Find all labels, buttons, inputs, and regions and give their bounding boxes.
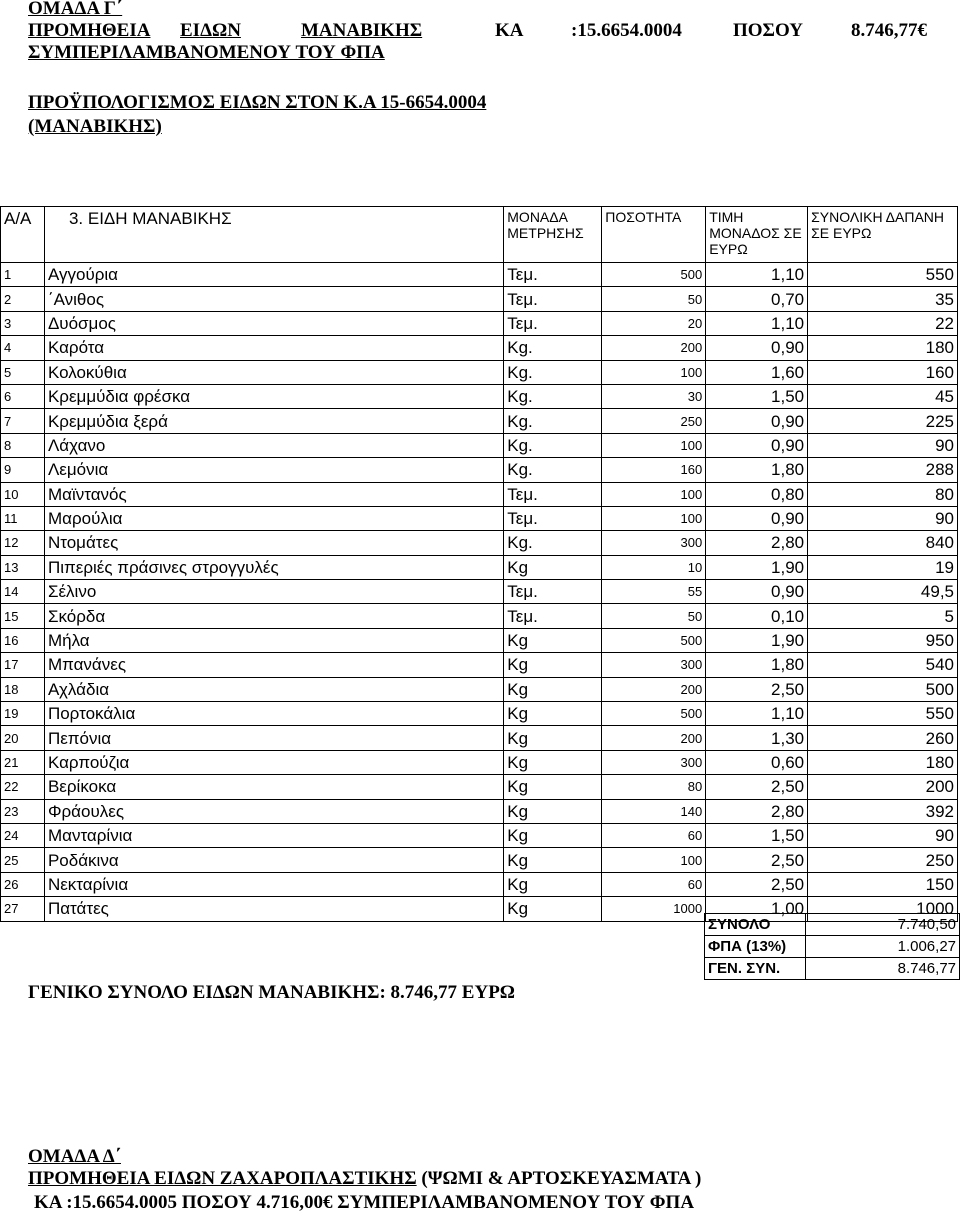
quantity-cell: 140 — [602, 799, 706, 823]
row-number: 4 — [1, 336, 45, 360]
item-name: Δυόσμος — [44, 311, 503, 335]
price-cell: 0,90 — [706, 433, 808, 457]
row-number: 13 — [1, 555, 45, 579]
table-row — [1, 287, 958, 311]
unit-cell: Τεμ. — [504, 604, 602, 628]
price-cell: 0,90 — [706, 506, 808, 530]
unit-cell: Kg — [504, 848, 602, 872]
table-row — [1, 360, 958, 384]
col-header-item: 3. ΕΙΔΗ ΜΑΝΑΒΙΚΗΣ — [44, 207, 503, 263]
price-cell: 2,50 — [706, 848, 808, 872]
total-cell: 200 — [808, 775, 958, 799]
unit-cell: Kg. — [504, 336, 602, 360]
procurement-word: 8.746,77€ — [851, 20, 927, 41]
item-name: Καρπούζια — [44, 750, 503, 774]
footer-procurement-title: ΠΡΟΜΗΘΕΙΑ ΕΙΔΩΝ ΖΑΧΑΡΟΠΛΑΣΤΙΚΗΣ — [28, 1168, 417, 1189]
table-row — [1, 531, 958, 555]
footer-procurement-line — [28, 1168, 701, 1190]
quantity-cell: 500 — [602, 628, 706, 652]
unit-cell: Kg — [504, 823, 602, 847]
row-number: 21 — [1, 750, 45, 774]
row-number: 10 — [1, 482, 45, 506]
unit-cell: Kg — [504, 628, 602, 652]
row-number: 25 — [1, 848, 45, 872]
quantity-cell: 500 — [602, 702, 706, 726]
price-cell: 0,10 — [706, 604, 808, 628]
unit-cell: Τεμ. — [504, 287, 602, 311]
total-cell: 160 — [808, 360, 958, 384]
row-number: 6 — [1, 384, 45, 408]
item-name: Βερίκοκα — [44, 775, 503, 799]
totals-label: ΓΕΝ. ΣΥΝ. — [705, 958, 806, 980]
unit-cell: Τεμ. — [504, 580, 602, 604]
price-cell: 0,90 — [706, 409, 808, 433]
group-title: ΟΜΑΔΑ Γ΄ — [28, 0, 123, 19]
item-name: Κρεμμύδια φρέσκα — [44, 384, 503, 408]
unit-cell: Kg — [504, 750, 602, 774]
unit-cell: Τεμ. — [504, 311, 602, 335]
procurement-word: ΠΡΟΜΗΘΕΙΑ — [28, 20, 151, 41]
row-number: 23 — [1, 799, 45, 823]
totals-value: 1.006,27 — [805, 936, 959, 958]
unit-cell: Kg — [504, 677, 602, 701]
unit-cell: Kg. — [504, 531, 602, 555]
row-number: 26 — [1, 872, 45, 896]
total-cell: 180 — [808, 336, 958, 360]
table-row — [1, 775, 958, 799]
quantity-cell: 200 — [602, 677, 706, 701]
row-number: 12 — [1, 531, 45, 555]
total-cell: 950 — [808, 628, 958, 652]
footer-amount-line: ΚΑ :15.6654.0005 ΠΟΣΟΥ 4.716,00€ ΣΥΜΠΕΡΙΛΑΜΒΑΝΟΜΕΝΟΥ ΤΟΥ ΦΠΑ — [34, 1192, 695, 1213]
unit-cell: Kg — [504, 653, 602, 677]
col-header-no: Α/Α — [1, 207, 45, 263]
unit-cell: Kg. — [504, 360, 602, 384]
total-cell: 392 — [808, 799, 958, 823]
price-cell: 1,50 — [706, 823, 808, 847]
item-name: Μαρούλια — [44, 506, 503, 530]
price-cell: 1,10 — [706, 702, 808, 726]
total-cell: 80 — [808, 482, 958, 506]
unit-cell: Kg — [504, 872, 602, 896]
col-header-total: ΣΥΝΟΛΙΚΗ ΔΑΠΑΝΗ ΣΕ ΕΥΡΩ — [808, 207, 958, 263]
table-row — [1, 336, 958, 360]
price-cell: 2,80 — [706, 799, 808, 823]
table-row — [1, 263, 958, 287]
total-cell: 840 — [808, 531, 958, 555]
price-cell: 2,50 — [706, 775, 808, 799]
grand-total-line: ΓΕΝΙΚΟ ΣΥΝΟΛΟ ΕΙΔΩΝ ΜΑΝΑΒΙΚΗΣ: 8.746,77 ΕΥΡΩ — [28, 982, 516, 1003]
total-cell: 90 — [808, 823, 958, 847]
row-number: 15 — [1, 604, 45, 628]
item-name: Σέλινο — [44, 580, 503, 604]
price-cell: 1,50 — [706, 384, 808, 408]
row-number: 7 — [1, 409, 45, 433]
unit-cell: Kg — [504, 799, 602, 823]
unit-cell: Kg. — [504, 433, 602, 457]
procurement-word: ΜΑΝΑΒΙΚΗΣ — [301, 20, 423, 41]
item-name: Μανταρίνια — [44, 823, 503, 847]
table-row — [1, 458, 958, 482]
totals-row — [705, 958, 960, 980]
unit-cell: Kg. — [504, 458, 602, 482]
totals-row — [705, 914, 960, 936]
row-number: 24 — [1, 823, 45, 847]
quantity-cell: 300 — [602, 531, 706, 555]
price-cell: 0,70 — [706, 287, 808, 311]
total-cell: 225 — [808, 409, 958, 433]
quantity-cell: 60 — [602, 823, 706, 847]
item-name: Πατάτες — [44, 897, 503, 921]
totals-value: 8.746,77 — [805, 958, 959, 980]
item-name: Πορτοκάλια — [44, 702, 503, 726]
item-name: Νεκταρίνια — [44, 872, 503, 896]
total-cell: 35 — [808, 287, 958, 311]
price-cell: 0,80 — [706, 482, 808, 506]
item-name: Καρότα — [44, 336, 503, 360]
totals-label: ΦΠΑ (13%) — [705, 936, 806, 958]
row-number: 19 — [1, 702, 45, 726]
unit-cell: Kg — [504, 702, 602, 726]
item-name: Μήλα — [44, 628, 503, 652]
quantity-cell: 50 — [602, 287, 706, 311]
total-cell: 550 — [808, 702, 958, 726]
quantity-cell: 300 — [602, 653, 706, 677]
unit-cell: Τεμ. — [504, 263, 602, 287]
price-cell: 1,90 — [706, 628, 808, 652]
item-name: Λεμόνια — [44, 458, 503, 482]
total-cell: 1000 — [808, 897, 958, 921]
totals-label: ΣΥΝΟΛΟ — [705, 914, 806, 936]
item-name: Ντομάτες — [44, 531, 503, 555]
row-number: 8 — [1, 433, 45, 457]
total-cell: 49,5 — [808, 580, 958, 604]
quantity-cell: 300 — [602, 750, 706, 774]
procurement-word: ΚΑ — [495, 20, 524, 41]
row-number: 17 — [1, 653, 45, 677]
unit-cell: Kg — [504, 775, 602, 799]
table-header-row — [1, 207, 958, 263]
item-name: Αγγούρια — [44, 263, 503, 287]
quantity-cell: 10 — [602, 555, 706, 579]
total-cell: 250 — [808, 848, 958, 872]
table-row — [1, 604, 958, 628]
table-row — [1, 555, 958, 579]
table-row — [1, 384, 958, 408]
price-cell: 0,60 — [706, 750, 808, 774]
item-name: Μαϊντανός — [44, 482, 503, 506]
quantity-cell: 100 — [602, 360, 706, 384]
quantity-cell: 80 — [602, 775, 706, 799]
total-cell: 550 — [808, 263, 958, 287]
price-cell: 2,80 — [706, 531, 808, 555]
total-cell: 180 — [808, 750, 958, 774]
totals-table — [704, 913, 960, 980]
total-cell: 5 — [808, 604, 958, 628]
row-number: 9 — [1, 458, 45, 482]
quantity-cell: 50 — [602, 604, 706, 628]
col-header-unit: ΜΟΝΑΔΑ ΜΕΤΡΗΣΗΣ — [504, 207, 602, 263]
price-cell: 1,00 — [706, 897, 808, 921]
item-name: Φράουλες — [44, 799, 503, 823]
row-number: 1 — [1, 263, 45, 287]
item-name: Ροδάκινα — [44, 848, 503, 872]
table-row — [1, 677, 958, 701]
item-name: Σκόρδα — [44, 604, 503, 628]
total-cell: 22 — [808, 311, 958, 335]
price-cell: 0,90 — [706, 336, 808, 360]
table-row — [1, 311, 958, 335]
row-number: 27 — [1, 897, 45, 921]
item-name: Λάχανο — [44, 433, 503, 457]
table-row — [1, 726, 958, 750]
table-row — [1, 848, 958, 872]
row-number: 18 — [1, 677, 45, 701]
procurement-word: ΠΟΣΟΥ — [733, 20, 803, 41]
table-row — [1, 750, 958, 774]
total-cell: 150 — [808, 872, 958, 896]
quantity-cell: 55 — [602, 580, 706, 604]
table-row — [1, 799, 958, 823]
quantity-cell: 60 — [602, 872, 706, 896]
total-cell: 45 — [808, 384, 958, 408]
budget-line-sub: (ΜΑΝΑΒΙΚΗΣ) — [28, 116, 162, 137]
price-cell: 1,90 — [706, 555, 808, 579]
table-row — [1, 409, 958, 433]
unit-cell: Kg — [504, 726, 602, 750]
table-row — [1, 482, 958, 506]
row-number: 11 — [1, 506, 45, 530]
budget-line: ΠΡΟΫΠΟΛΟΓΙΣΜΟΣ ΕΙΔΩΝ ΣΤΟΝ Κ.Α 15-6654.0004 — [28, 92, 487, 113]
item-name: ΄Ανιθος — [44, 287, 503, 311]
table-row — [1, 702, 958, 726]
row-number: 16 — [1, 628, 45, 652]
row-number: 3 — [1, 311, 45, 335]
table-row — [1, 872, 958, 896]
item-name: Κολοκύθια — [44, 360, 503, 384]
price-cell: 1,10 — [706, 311, 808, 335]
quantity-cell: 20 — [602, 311, 706, 335]
unit-cell: Kg. — [504, 384, 602, 408]
item-name: Μπανάνες — [44, 653, 503, 677]
col-header-qty: ΠΟΣΟΤΗΤΑ — [602, 207, 706, 263]
quantity-cell: 200 — [602, 336, 706, 360]
procurement-line — [28, 20, 934, 42]
price-cell: 1,10 — [706, 263, 808, 287]
price-cell: 1,80 — [706, 653, 808, 677]
unit-cell: Kg — [504, 897, 602, 921]
quantity-cell: 500 — [602, 263, 706, 287]
table-row — [1, 653, 958, 677]
quantity-cell: 160 — [602, 458, 706, 482]
quantity-cell: 100 — [602, 433, 706, 457]
price-cell: 1,60 — [706, 360, 808, 384]
col-header-price: ΤΙΜΗ ΜΟΝΑΔΟΣ ΣΕ ΕΥΡΩ — [706, 207, 808, 263]
row-number: 20 — [1, 726, 45, 750]
quantity-cell: 30 — [602, 384, 706, 408]
vat-line: ΣΥΜΠΕΡΙΛΑΜΒΑΝΟΜΕΝΟΥ ΤΟΥ ΦΠΑ — [28, 42, 385, 63]
quantity-cell: 100 — [602, 482, 706, 506]
total-cell: 260 — [808, 726, 958, 750]
table-row — [1, 433, 958, 457]
totals-row — [705, 936, 960, 958]
row-number: 2 — [1, 287, 45, 311]
item-name: Αχλάδια — [44, 677, 503, 701]
unit-cell: Kg. — [504, 409, 602, 433]
unit-cell: Kg — [504, 555, 602, 579]
row-number: 5 — [1, 360, 45, 384]
items-table — [0, 206, 958, 922]
total-cell: 500 — [808, 677, 958, 701]
price-cell: 1,80 — [706, 458, 808, 482]
price-cell: 0,90 — [706, 580, 808, 604]
table-row — [1, 580, 958, 604]
total-cell: 90 — [808, 433, 958, 457]
footer-procurement-note: (ΨΩΜΙ & ΑΡΤΟΣΚΕΥΑΣΜΑΤΑ ) — [416, 1168, 702, 1189]
item-name: Πιπεριές πράσινες στρογγυλές — [44, 555, 503, 579]
price-cell: 2,50 — [706, 872, 808, 896]
quantity-cell: 250 — [602, 409, 706, 433]
unit-cell: Τεμ. — [504, 482, 602, 506]
item-name: Κρεμμύδια ξερά — [44, 409, 503, 433]
quantity-cell: 200 — [602, 726, 706, 750]
quantity-cell: 100 — [602, 848, 706, 872]
price-cell: 2,50 — [706, 677, 808, 701]
item-name: Πεπόνια — [44, 726, 503, 750]
row-number: 22 — [1, 775, 45, 799]
total-cell: 90 — [808, 506, 958, 530]
price-cell: 1,30 — [706, 726, 808, 750]
quantity-cell: 100 — [602, 506, 706, 530]
unit-cell: Τεμ. — [504, 506, 602, 530]
table-row — [1, 823, 958, 847]
total-cell: 288 — [808, 458, 958, 482]
procurement-word: :15.6654.0004 — [571, 20, 682, 41]
quantity-cell: 1000 — [602, 897, 706, 921]
table-row — [1, 628, 958, 652]
totals-value: 7.740,50 — [805, 914, 959, 936]
table-row — [1, 506, 958, 530]
footer-group-title: ΟΜΑΔΑ Δ΄ — [28, 1146, 121, 1167]
procurement-word: ΕΙΔΩΝ — [180, 20, 241, 41]
total-cell: 540 — [808, 653, 958, 677]
row-number: 14 — [1, 580, 45, 604]
total-cell: 19 — [808, 555, 958, 579]
